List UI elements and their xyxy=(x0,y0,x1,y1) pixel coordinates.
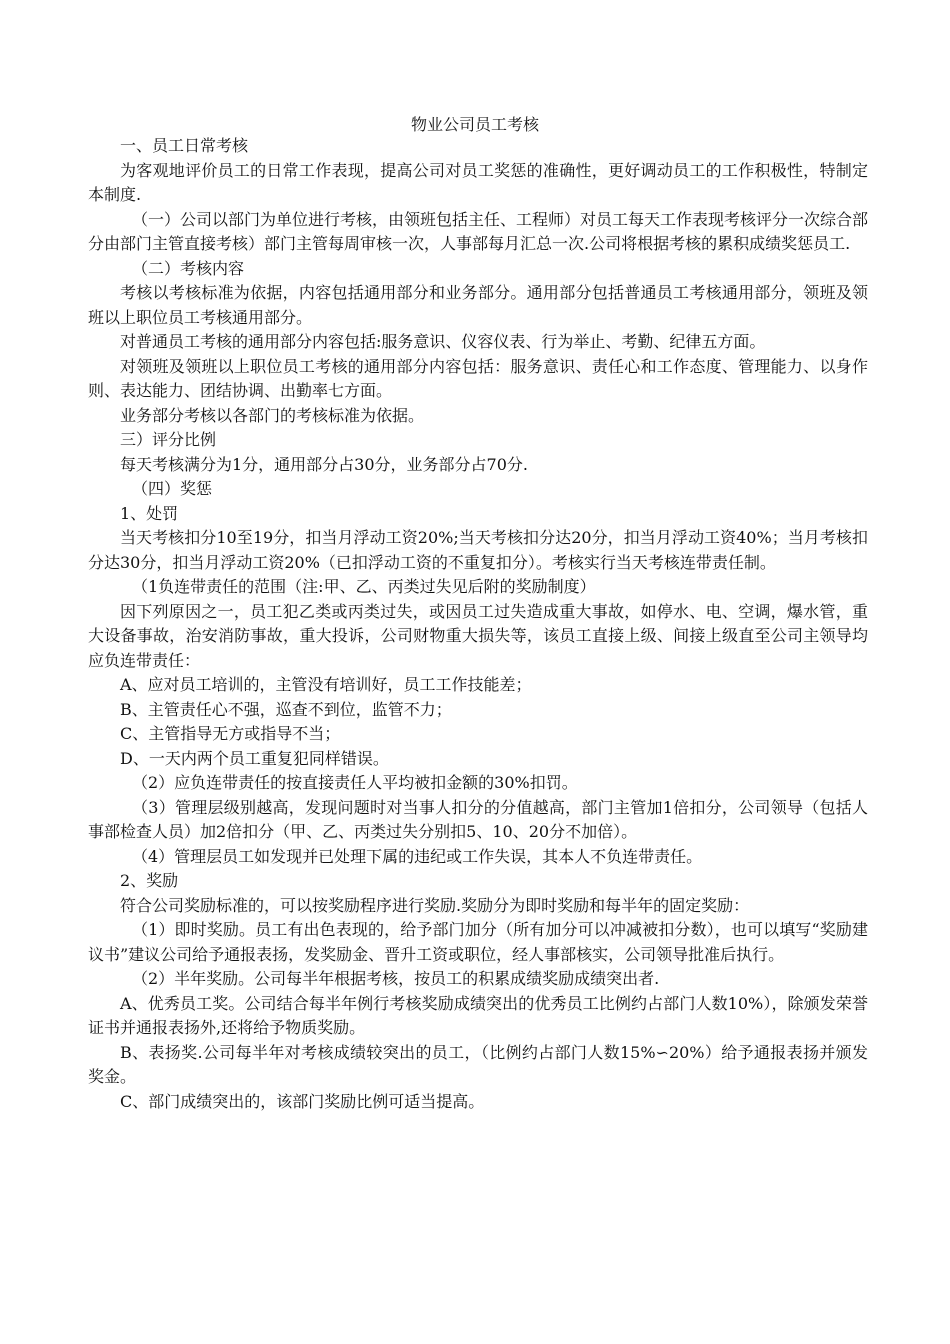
paragraph: B、表扬奖.公司每半年对考核成绩较突出的员工，（比例约占部门人数15%∽20%）给予通报表扬并颁发奖金。 xyxy=(88,1042,868,1086)
list-item: C、主管指导无方或指导不当； xyxy=(120,724,341,743)
paragraph: 业务部分考核以各部门的考核标准为依据。 xyxy=(120,405,425,425)
paragraph: （1负连带责任的范围（注:甲、乙、丙类过失见后附的奖励制度） xyxy=(132,577,596,596)
paragraph: （2）应负连带责任的按直接责任人平均被扣金额的30%扣罚。 xyxy=(132,773,578,792)
paragraph: 对领班及领班以上职位员工考核的通用部分内容包括：服务意识、责任心和工作态度、管理能力、以身作则、表达能力、团结协调、出勤率七方面。 xyxy=(88,356,868,400)
list-item: B、主管责任心不强，巡查不到位，监管不力； xyxy=(120,699,452,719)
subsection-heading: （四）奖惩 xyxy=(132,479,213,498)
document-body xyxy=(88,134,868,1114)
paragraph: A、优秀员工奖。公司结合每半年例行考核奖励成绩突出的优秀员工比例约占部门人数10%），除颁发荣誉证书并通报表扬外,还将给予物质奖励。 xyxy=(88,993,868,1037)
paragraph: （4）管理层员工如发现并已处理下属的违纪或工作失误，其本人不负连带责任。 xyxy=(132,846,703,866)
paragraph: （1）即时奖励。员工有出色表现的，给予部门加分（所有加分可以冲减被扣分数），也可以填写“奖励建议书”建议公司给予通报表扬，发奖励金、晋升工资或职位，经人事部核实，公司领导批准后执行。 xyxy=(88,920,868,964)
subsection-heading: 2、奖励 xyxy=(120,871,179,890)
paragraph: （3）管理层级别越高，发现问题时对当事人扣分的分值越高，部门主管加1倍扣分，公司领导（包括人事部检查人员）加2倍扣分（甲、乙、丙类过失分别扣5、10、20分不加倍）。 xyxy=(88,797,868,841)
paragraph: 符合公司奖励标准的，可以按奖励程序进行奖励.奖励分为即时奖励和每半年的固定奖励： xyxy=(120,895,750,915)
document-title: 物业公司员工考核 xyxy=(410,115,539,134)
paragraph: 考核以考核标准为依据，内容包括通用部分和业务部分。通用部分包括普通员工考核通用部分，领班及领班以上职位员工考核通用部分。 xyxy=(88,283,868,327)
paragraph: 每天考核满分为1分，通用部分占30分，业务部分占70分. xyxy=(120,454,528,474)
paragraph: （一）公司以部门为单位进行考核，由领班包括主任、工程师）对员工每天工作表现考核评分一次综合部分由部门主管直接考核）部门主管每周审核一次，人事部每月汇总一次.公司将根据考核的累积成绩奖惩员工. xyxy=(88,209,869,253)
subsection-heading: （二）考核内容 xyxy=(132,258,245,278)
section-heading: 一、员工日常考核 xyxy=(120,136,249,155)
subsection-heading: 1、处罚 xyxy=(120,503,179,523)
list-item: D、一天内两个员工重复犯同样错误。 xyxy=(120,748,389,768)
paragraph: 因下列原因之一，员工犯乙类或丙类过失，或因员工过失造成重大事故，如停水、电、空调，爆水管，重大设备事故，治安消防事故，重大投诉，公司财物重大损失等，该员工直接上级、间接上级直至公司主领导均应负连带责任： xyxy=(88,601,868,670)
paragraph: 对普通员工考核的通用部分内容包括:服务意识、仪容仪表、行为举止、考勤、纪律五方面。 xyxy=(120,332,766,351)
paragraph: （2）半年奖励。公司每半年根据考核，按员工的积累成绩奖励成绩突出者. xyxy=(132,969,660,988)
paragraph: 当天考核扣分10至19分，扣当月浮动工资20%;当天考核扣分达20分，扣当月浮动工资40%；当月考核扣分达30分，扣当月浮动工资20%（已扣浮动工资的不重复扣分）。考核实行当天考核连带责任制。 xyxy=(88,528,868,572)
list-item: A、应对员工培训的，主管没有培训好，员工工作技能差； xyxy=(120,675,532,694)
subsection-heading: 三）评分比例 xyxy=(120,430,217,449)
paragraph: 为客观地评价员工的日常工作表现，提高公司对员工奖惩的准确性，更好调动员工的工作积极性，特制定本制度. xyxy=(88,160,868,204)
paragraph: C、部门成绩突出的，该部门奖励比例可适当提高。 xyxy=(120,1091,485,1111)
